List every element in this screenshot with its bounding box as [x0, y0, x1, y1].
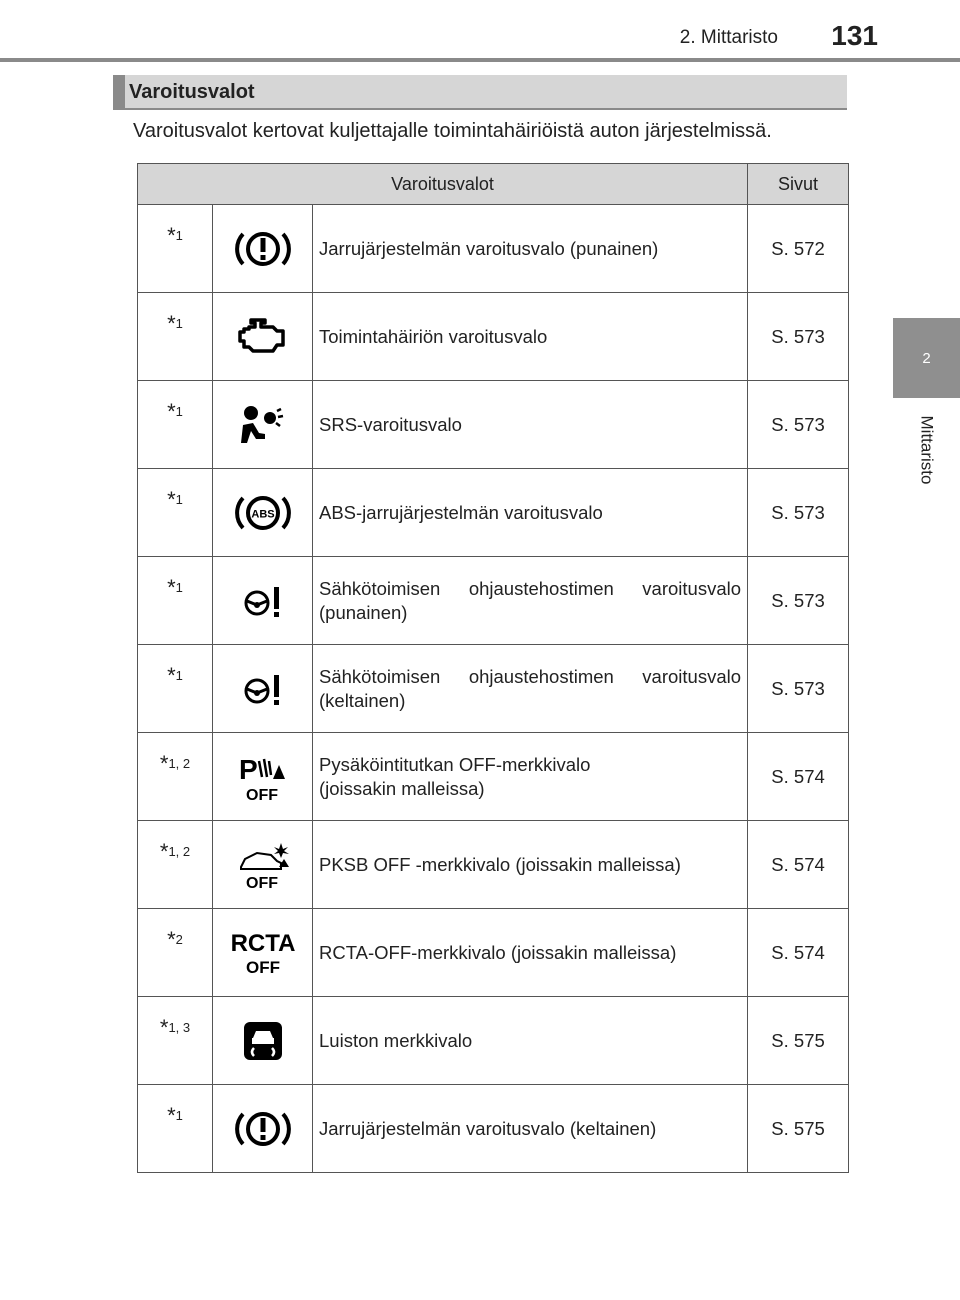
footnote-ref: *1, 2 [138, 821, 213, 909]
page-reference: S. 573 [748, 557, 849, 645]
chapter-tab-label-text: Mittaristo [917, 415, 937, 485]
footnote-ref: *1 [138, 293, 213, 381]
section-heading [113, 75, 847, 110]
column-header-lights: Varoitusvalot [138, 164, 748, 205]
page-reference: S. 573 [748, 645, 849, 733]
footnote-number: 1, 2 [168, 844, 191, 859]
table-row [138, 293, 849, 381]
table-row [138, 821, 849, 909]
power-steering-red-icon [213, 557, 313, 645]
abs-icon [213, 469, 313, 557]
footnote-number: 2 [175, 932, 183, 947]
rcta-off-icon [213, 909, 313, 997]
column-header-pages: Sivut [748, 164, 849, 205]
off-text: OFF [245, 957, 280, 977]
light-description: ABS-jarrujärjestelmän varoitusvalo [313, 469, 748, 557]
page-reference: S. 574 [748, 733, 849, 821]
page-reference: S. 573 [748, 293, 849, 381]
light-description: Luiston merkkivalo [313, 997, 748, 1085]
table-row [138, 733, 849, 821]
page-reference: S. 572 [748, 205, 849, 293]
page-reference: S. 575 [748, 1085, 849, 1173]
chapter-tab-label [893, 400, 960, 500]
brake-warning-red-icon [213, 205, 313, 293]
chapter-title: 2. Mittaristo [679, 27, 778, 48]
footnote-ref: *2 [138, 909, 213, 997]
parking-letter: P [238, 753, 258, 785]
footnote-number: 1 [175, 668, 183, 683]
rcta-text: RCTA [230, 929, 295, 957]
engine-malfunction-icon [213, 293, 313, 381]
parking-sensor-off-icon [213, 733, 313, 821]
table-row [138, 645, 849, 733]
table-row [138, 1085, 849, 1173]
abs-text: ABS [250, 508, 275, 520]
footnote-ref: *1 [138, 1085, 213, 1173]
light-description: Pysäköintitutkan OFF-merkkivalo (joissakin malleissa) [313, 733, 748, 821]
brake-warning-yellow-icon [213, 1085, 313, 1173]
footnote-ref: *1 [138, 381, 213, 469]
table-row [138, 909, 849, 997]
footnote-ref: *1 [138, 645, 213, 733]
page-number: 131 [831, 20, 878, 51]
footnote-number: 1 [175, 492, 183, 507]
chapter-tab [893, 318, 960, 398]
footnote-ref: *1, 3 [138, 997, 213, 1085]
table-row [138, 557, 849, 645]
page-reference: S. 575 [748, 997, 849, 1085]
header-divider [0, 58, 960, 62]
footnote-number: 1 [175, 580, 183, 595]
table-row [138, 381, 849, 469]
table-row [138, 997, 849, 1085]
footnote-ref: *1 [138, 557, 213, 645]
light-description: PKSB OFF -merkkivalo (joissakin malleissa) [313, 821, 748, 909]
power-steering-yellow-icon [213, 645, 313, 733]
table-header-row [138, 164, 849, 205]
light-description: Sähkötoimisen ohjaustehostimen varoitusvalo (punainen) [313, 557, 748, 645]
section-title: Varoitusvalot [129, 81, 255, 103]
light-description: SRS-varoitusvalo [313, 381, 748, 469]
chapter-tab-number: 2 [922, 349, 931, 367]
table-row [138, 469, 849, 557]
footnote-number: 1 [175, 228, 183, 243]
page-reference: S. 574 [748, 821, 849, 909]
footnote-ref: *1 [138, 205, 213, 293]
pksb-off-icon [213, 821, 313, 909]
page-reference: S. 573 [748, 381, 849, 469]
footnote-number: 1, 2 [168, 756, 191, 771]
footnote-ref: *1 [138, 469, 213, 557]
footnote-number: 1 [175, 316, 183, 331]
page-reference: S. 573 [748, 469, 849, 557]
table-row [138, 205, 849, 293]
page-reference: S. 574 [748, 909, 849, 997]
light-description: RCTA-OFF-merkkivalo (joissakin malleissa) [313, 909, 748, 997]
light-description: Jarrujärjestelmän varoitusvalo (punainen) [313, 205, 748, 293]
footnote-number: 1 [175, 1108, 183, 1123]
footnote-number: 1, 3 [168, 1020, 191, 1035]
slip-indicator-icon [213, 997, 313, 1085]
footnote-ref: *1, 2 [138, 733, 213, 821]
section-intro: Varoitusvalot kertovat kuljettajalle toimintahäiriöistä auton järjestelmissä. [133, 120, 772, 142]
light-description: Toimintahäiriön varoitusvalo [313, 293, 748, 381]
off-text: OFF [245, 874, 278, 891]
footnote-number: 1 [175, 404, 183, 419]
srs-airbag-icon [213, 381, 313, 469]
light-description: Sähkötoimisen ohjaustehostimen varoitusvalo (keltainen) [313, 645, 748, 733]
warning-lights-table [137, 163, 849, 1173]
light-description: Jarrujärjestelmän varoitusvalo (keltainen) [313, 1085, 748, 1173]
off-text: OFF [245, 786, 278, 803]
